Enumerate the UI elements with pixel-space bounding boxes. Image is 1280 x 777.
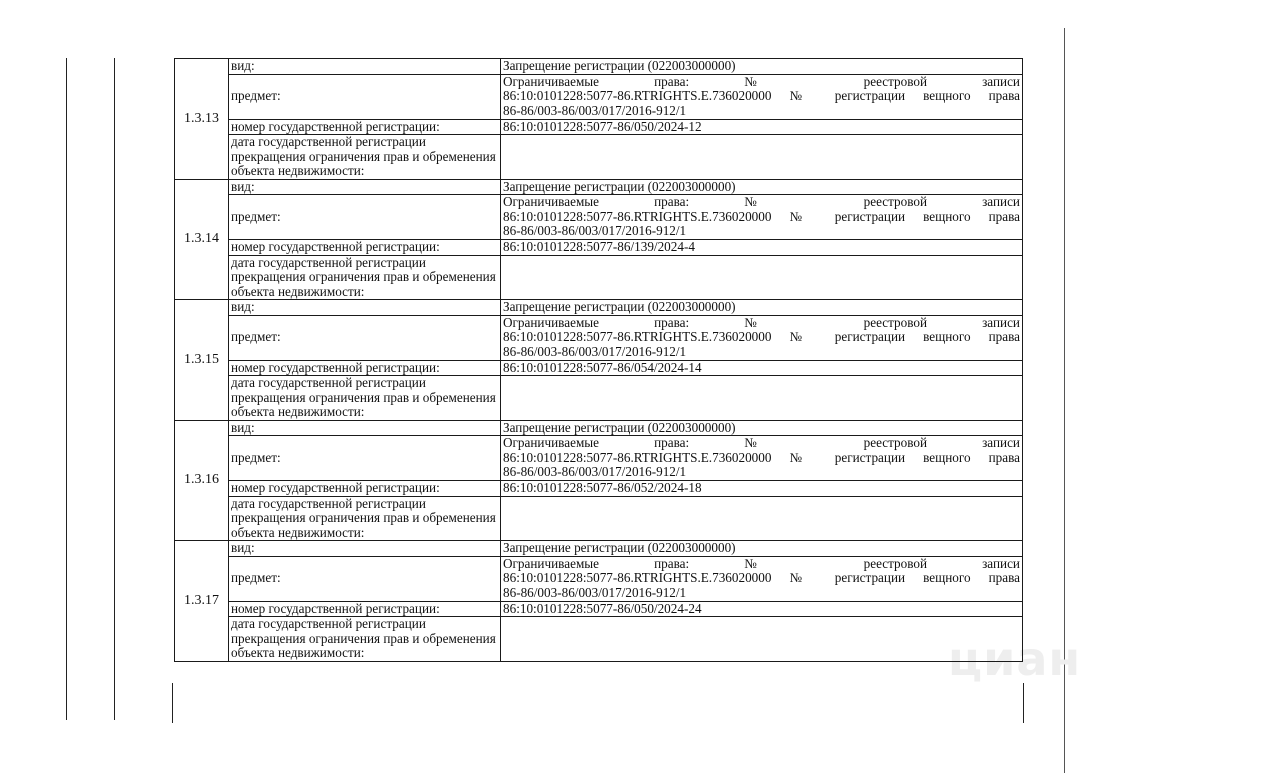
predmet-line-1: Ограничиваемые права: № реестровой записи [503,314,1020,330]
predmet-line-2: 86:10:0101228:5077-86.RTRIGHTS.E.736020000 № регистрации вещного права [503,88,1020,103]
row-reg-number [175,240,1023,256]
row-vid [175,59,1023,75]
predmet-line-1: Ограничиваемые права: № реестровой записи [503,555,1020,571]
watermark-logo: циан [948,632,1082,686]
row-termination-date [175,496,1023,541]
predmet-value [501,195,1023,240]
record-number: 1.3.13 [175,59,229,180]
margin-line-left-1 [66,58,67,720]
predmet-line-3: 86-86/003-86/003/017/2016-912/1 [503,584,687,600]
row-termination-date [175,617,1023,662]
termination-date-value [501,255,1023,300]
record-number: 1.3.14 [175,179,229,300]
reg-number-value: 86:10:0101228:5077-86/050/2024-24 [501,601,1023,617]
predmet-line-3: 86-86/003-86/003/017/2016-912/1 [503,343,687,359]
row-predmet [175,556,1023,601]
row-termination-date [175,376,1023,421]
predmet-line-2: 86:10:0101228:5077-86.RTRIGHTS.E.736020000 № регистрации вещного права [503,329,1020,344]
predmet-value [501,556,1023,601]
reg-number-label: номер государственной регистрации: [229,360,501,376]
vid-value: Запрещение регистрации (022003000000) [501,59,1023,75]
record-number: 1.3.16 [175,420,229,541]
predmet-line-1: Ограничиваемые права: № реестровой записи [503,73,1020,89]
predmet-value [501,436,1023,481]
reg-number-label: номер государственной регистрации: [229,481,501,497]
row-predmet [175,315,1023,360]
reg-number-value: 86:10:0101228:5077-86/054/2024-14 [501,360,1023,376]
predmet-value [501,74,1023,119]
vid-label: вид: [229,420,501,436]
predmet-label: предмет: [229,315,501,360]
row-reg-number [175,119,1023,135]
row-predmet [175,195,1023,240]
termination-date-label: дата государственной регистрации прекращения ограничения прав и обременения объекта недвижимости: [229,376,501,421]
reg-number-value: 86:10:0101228:5077-86/050/2024-12 [501,119,1023,135]
predmet-line-2: 86:10:0101228:5077-86.RTRIGHTS.E.736020000 № регистрации вещного права [503,449,1020,465]
predmet-line-1: Ограничиваемые права: № реестровой записи [503,435,1020,450]
termination-date-value [501,135,1023,180]
record-number: 1.3.15 [175,300,229,421]
predmet-line-2: 86:10:0101228:5077-86.RTRIGHTS.E.736020000 № регистрации вещного права [503,208,1020,224]
predmet-line-3: 86-86/003-86/003/017/2016-912/1 [503,223,687,238]
reg-number-value: 86:10:0101228:5077-86/139/2024-4 [501,240,1023,256]
row-reg-number [175,481,1023,497]
reg-number-label: номер государственной регистрации: [229,240,501,256]
predmet-label: предмет: [229,556,501,601]
predmet-label: предмет: [229,195,501,240]
termination-date-label: дата государственной регистрации прекращения ограничения прав и обременения объекта недвижимости: [229,135,501,180]
row-termination-date [175,135,1023,180]
row-vid [175,420,1023,436]
row-vid [175,300,1023,316]
termination-date-label: дата государственной регистрации прекращения ограничения прав и обременения объекта недвижимости: [229,617,501,662]
termination-date-value [501,496,1023,541]
row-termination-date [175,255,1023,300]
predmet-line-3: 86-86/003-86/003/017/2016-912/1 [503,464,687,479]
row-predmet [175,436,1023,481]
record-number: 1.3.17 [175,541,229,662]
vid-value: Запрещение регистрации (022003000000) [501,179,1023,195]
predmet-value [501,315,1023,360]
predmet-label: предмет: [229,436,501,481]
row-reg-number [175,360,1023,376]
predmet-line-3: 86-86/003-86/003/017/2016-912/1 [503,102,687,118]
predmet-line-1: Ограничиваемые права: № реестровой записи [503,194,1020,209]
vid-label: вид: [229,59,501,75]
termination-date-value [501,617,1023,662]
reg-number-label: номер государственной регистрации: [229,601,501,617]
predmet-label: предмет: [229,74,501,119]
vid-value: Запрещение регистрации (022003000000) [501,420,1023,436]
reg-number-value: 86:10:0101228:5077-86/052/2024-18 [501,481,1023,497]
encumbrance-table [174,58,1023,662]
row-vid [175,179,1023,195]
vid-value: Запрещение регистрации (022003000000) [501,300,1023,316]
reg-number-label: номер государственной регистрации: [229,119,501,135]
termination-date-label: дата государственной регистрации прекращения ограничения прав и обременения объекта недвижимости: [229,255,501,300]
vid-label: вид: [229,179,501,195]
row-predmet [175,74,1023,119]
vid-label: вид: [229,300,501,316]
termination-date-label: дата государственной регистрации прекращения ограничения прав и обременения объекта недвижимости: [229,496,501,541]
predmet-line-2: 86:10:0101228:5077-86.RTRIGHTS.E.736020000 № регистрации вещного права [503,570,1020,585]
row-reg-number [175,601,1023,617]
table-tail-frame [172,683,1024,723]
termination-date-value [501,376,1023,421]
vid-label: вид: [229,541,501,557]
row-vid [175,541,1023,557]
margin-line-left-2 [114,58,115,720]
vid-value: Запрещение регистрации (022003000000) [501,541,1023,557]
